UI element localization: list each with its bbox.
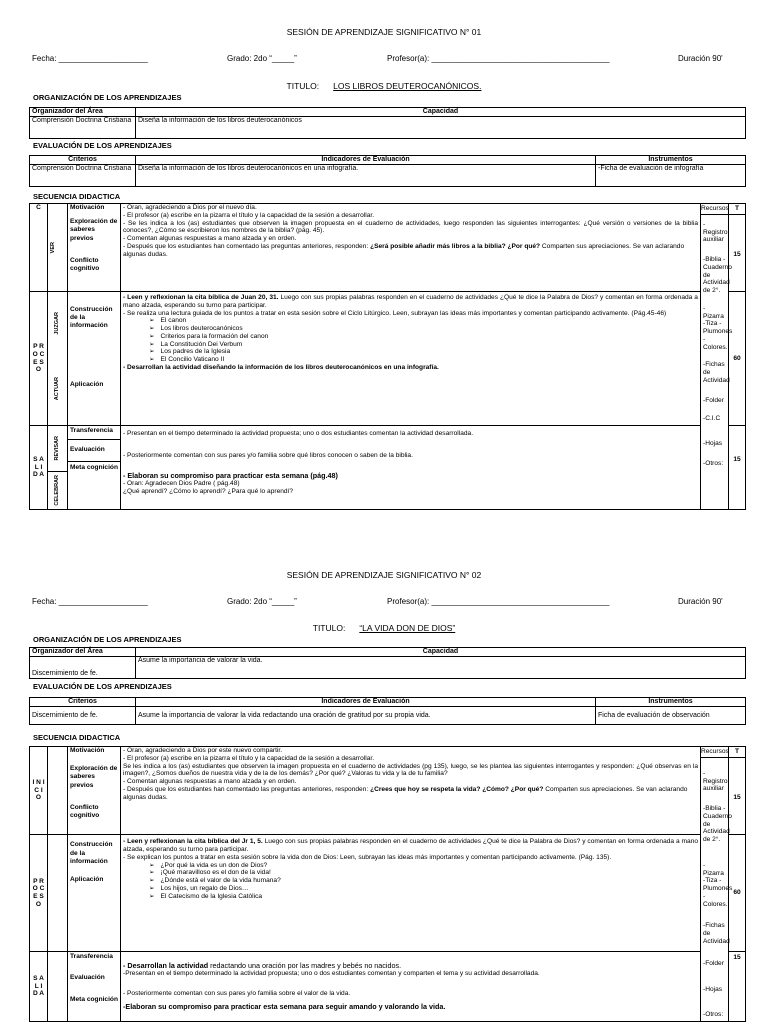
salida-content	[121, 426, 701, 510]
inicio-line: Se les indica a los (as) estudiantes que observen la imagen propuesta en el cuaderno de actividades (pg 135), luego, se les plantea las siguientes interrogantes y responden: ¿Qué observas en la imagen?, ¿Somos dueños de nuestra vida y de la de los demás? ¿Por qué? ¿Valoras tu vida y la de tu familia?	[123, 762, 698, 778]
org-cell-capacidad: Diseña la información de los libros deuterocanónicos	[136, 117, 746, 139]
org-cell-capacidad: Asume la importancia de valorar la vida.	[136, 657, 746, 679]
moment-evaluacion: Evaluación	[68, 440, 120, 462]
org-header-organizador: Organizador del Área	[30, 108, 136, 117]
inicio-last	[123, 243, 698, 259]
inicio-line: - Oran, agradeciendo a Dios por el nuevo día.	[123, 204, 257, 211]
titulo-text: “LA VIDA DON DE DIOS”	[359, 623, 456, 633]
inicio-letter: C	[30, 204, 48, 292]
proceso-moments	[68, 292, 121, 426]
salida-line: - Presentan en el tiempo determinado la actividad propuesta; uno o dos estudiantes comentan la actividad desarrollada.	[123, 430, 474, 437]
inicio-line: - El profesor (a) escribe en la pizarra el título y la capacidad de la sesión a desarrollar.	[123, 211, 375, 219]
session-title: SESIÓN DE APRENDIZAJE SIGNIFICATIVO N° 01	[286, 27, 482, 37]
moment-aplicacion: Aplicación	[70, 876, 104, 884]
moment-exploracion: Exploración de saberes previos	[70, 765, 118, 789]
moment-meta: Meta cognición	[70, 995, 118, 1003]
celebrar-label: CELEBRAR	[54, 474, 61, 506]
salida-line: - Posteriormente comentan con sus pares y/o familia sobre el valor de la vida.	[123, 990, 351, 998]
salida-line: - Oran: Agradecen Dios Padre ( pág.48)	[123, 480, 240, 488]
inicio-line: - El profesor (a) escribe en la pizarra el título y la capacidad de la sesión a desarrollar.	[123, 754, 375, 762]
list-item: ➢ Criterios para la formación del canon	[149, 333, 698, 341]
salida-phase-cell	[48, 951, 68, 1021]
recursos-header: Recursos	[701, 747, 728, 758]
eval-cell-criterios: Discernimiento de fe.	[30, 707, 136, 725]
list-item: ➢ La Constitución Dei Verbum	[149, 341, 698, 349]
eval-header-indicadores: Indicadores de Evaluación	[136, 698, 596, 707]
salida-content	[121, 951, 701, 1021]
proceso-topic-list	[149, 317, 698, 364]
time-inicio: 15	[733, 250, 741, 258]
time-inicio: 15	[733, 793, 741, 801]
titulo-row	[0, 81, 768, 91]
org-table	[29, 107, 746, 139]
salida-letters: S A L I D A	[30, 426, 48, 510]
salida-compromiso: -Elaboran su compromiso para practicar esta semana para seguir amando y valorando la vida.	[123, 1001, 446, 1011]
proceso-para-2: - Se explican los puntos a tratar en esta sesión sobre la vida don de Dios: Leen, subrayan las ideas más importantes y comentan participando activamente. (Pág. 135).	[123, 853, 612, 861]
org-cell-organizador: Comprensión Doctrina Cristiana	[30, 117, 136, 139]
titulo-label: TITULO:	[286, 81, 320, 91]
moment-construccion: Construcción de la información	[70, 306, 113, 330]
profesor-field: Profesor(a): ________________________________________	[387, 54, 610, 63]
salida-moments	[68, 426, 121, 510]
time-salida: 15	[729, 426, 746, 510]
inicio-content	[121, 204, 701, 292]
proceso-letters: P R O C E S O	[30, 292, 48, 426]
eval-header-instrumentos: Instrumentos	[596, 698, 746, 707]
eval-cell-indicadores: Diseña la información de los libros deuterocanónicos en una infografía.	[136, 165, 596, 187]
revisar-label: REVISAR	[54, 436, 61, 461]
list-item: ➢ El canon	[149, 317, 698, 325]
salida-actividad	[123, 962, 698, 970]
juzgar-label: JUZGAR	[54, 311, 61, 335]
inicio-last-question: ¿Será posible añadir más libros a la biblia? ¿Por qué?	[370, 242, 541, 250]
eval-cell-instrumentos: Ficha de evaluación de observación	[596, 707, 746, 725]
inicio-letters: I N I C I O	[30, 747, 48, 835]
org-cell-organizador: Discernimiento de fe.	[30, 657, 136, 679]
t-header: T	[729, 747, 745, 758]
moment-aplicacion: Aplicación	[70, 380, 104, 388]
list-item: ➢ ¡Qué maravilloso es el don de la vida!	[149, 869, 698, 877]
moment-meta: Meta cognición	[70, 464, 118, 471]
moment-exploracion: Exploración de saberes previos	[70, 218, 118, 242]
salida-actividad-bold: - Desarrollan la actividad	[123, 960, 209, 970]
salida-line: - Posteriormente comentan con sus pares y/o familia sobre qué libros conocen o saben de la biblia.	[123, 451, 413, 459]
titulo-label: TITULO:	[312, 623, 346, 633]
eval-label: EVALUACIÓN DE LOS APRENDIZAJES	[33, 682, 172, 691]
moment-transferencia: Transferencia	[68, 426, 120, 440]
org-label: ORGANIZACIÓN DE LOS APRENDIZAJES	[33, 635, 182, 644]
eval-header-criterios: Criterios	[30, 156, 136, 165]
recurso-pizarra: -Pizarra -Tiza -Plumones -Colores.	[703, 861, 733, 908]
inicio-last	[123, 786, 698, 802]
moment-conflicto: Conflicto cognitivo	[70, 256, 100, 273]
time-proceso: 60	[729, 292, 746, 426]
proceso-phase-cell	[48, 292, 68, 426]
inicio-last-c: Comparten sus apreciaciones. Se van aclarando algunas dudas.	[123, 785, 688, 801]
proceso-letters: P R O C E S O	[30, 835, 48, 951]
grado-field: Grado: 2do “_____”	[227, 54, 297, 63]
recurso-pizarra: -Pizarra -Tiza -Plumones -Colores.	[703, 304, 733, 351]
inicio-content	[121, 747, 701, 835]
proceso-phase-cell	[48, 835, 68, 951]
inicio-moments	[68, 747, 121, 835]
moment-motivacion: Motivación	[70, 204, 105, 211]
grado-field: Grado: 2do “_____”	[227, 597, 297, 606]
salida-moments	[68, 951, 121, 1021]
list-item: ➢ Los libros deuterocanónicos	[149, 325, 698, 333]
eval-header-instrumentos: Instrumentos	[596, 156, 746, 165]
inicio-line: - Oran, agradeciendo a Dios por este nuevo compartir.	[123, 747, 283, 754]
moment-evaluacion: Evaluación	[70, 973, 105, 981]
recurso-otros: -Otros:	[703, 1011, 724, 1019]
salida-actividad-rest: redactando una oración por las madres y bebés no nacidos.	[208, 960, 402, 970]
proceso-topic-list	[149, 862, 698, 901]
org-header-capacidad: Capacidad	[136, 648, 746, 657]
inicio-line: - Comentan algunas respuestas a mano alzada y en orden.	[123, 235, 297, 243]
salida-line: -Presentan en el tiempo determinado la actividad propuesta; uno o dos estudiantes comentan y comparten el tema y su actividad desarrollada.	[123, 970, 540, 978]
eval-header-criterios: Criterios	[30, 698, 136, 707]
seq-label: SECUENCIA DIDACTICA	[33, 733, 121, 742]
recurso-otros: -Otros:	[703, 460, 724, 468]
eval-label: EVALUACIÓN DE LOS APRENDIZAJES	[33, 141, 172, 150]
salida-line: ¿Qué aprendí? ¿Cómo lo aprendí? ¿Para qué lo aprendí?	[123, 487, 294, 495]
proceso-p1: Luego con sus propias palabras responden en el cuaderno de actividades ¿Qué te dice la Palabra de Dios? y comentan en forma ordenada a mano alzada, esperando su turno para participar.	[123, 294, 698, 309]
recurso-hojas: -Hojas	[703, 440, 723, 448]
recurso-registro: -Registro auxiliar	[703, 769, 728, 793]
t-header: T	[729, 204, 745, 215]
recurso-fichas: -Fichas de Actividad	[703, 361, 730, 385]
seq-table	[29, 203, 746, 510]
session-title: SESIÓN DE APRENDIZAJE SIGNIFICATIVO N° 02	[286, 570, 482, 580]
list-item: ➢ ¿Por qué la vida es un don de Dios?	[149, 862, 698, 870]
titulo-row	[0, 623, 768, 633]
eval-cell-criterios: Comprensión Doctrina Cristiana	[30, 165, 136, 187]
recurso-registro: -Registro auxiliar	[703, 220, 728, 244]
proceso-actividad: - Desarrollan la actividad diseñando la información de los libros deuterocanónicos en una infografía.	[123, 363, 439, 371]
fecha-field: Fecha: ____________________	[32, 597, 148, 606]
eval-table	[29, 155, 746, 187]
org-label: ORGANIZACIÓN DE LOS APRENDIZAJES	[33, 93, 182, 102]
titulo-text: LOS LIBROS DEUTEROCANÓNICOS.	[333, 81, 482, 91]
list-item: ➢ Los hijos, un regalo de Dios…	[149, 885, 698, 893]
recurso-fichas: -Fichas de Actividad	[703, 922, 730, 946]
recurso-folder: -Folder	[703, 959, 724, 967]
proceso-cita: - Leen y reflexionan la cita bíblica de Juan 20, 31.	[123, 294, 279, 301]
time-inicio-cell	[729, 747, 746, 835]
proceso-p1: Luego con sus propias palabras responden en el cuaderno de actividades ¿Qué te dice la Palabra de Dios? y comentan en forma ordenada a mano alzada, esperando su turno para participar.	[123, 838, 698, 854]
list-item: ➢ El Catecismo de la Iglesia Católica	[149, 893, 698, 901]
org-table	[29, 647, 746, 679]
eval-cell-instrumentos: -Ficha de evaluación de infografía	[596, 165, 746, 187]
duracion-field: Duración 90'	[678, 597, 723, 606]
list-item: ➢ Los padres de la Iglesia	[149, 348, 698, 356]
recursos-header: Recursos	[701, 204, 728, 215]
recurso-hojas: -Hojas	[703, 985, 723, 993]
org-header-capacidad: Capacidad	[136, 108, 746, 117]
duracion-field: Duración 90'	[678, 54, 723, 63]
recursos-cell	[701, 204, 733, 510]
salida-letters: S A L I D A	[30, 951, 48, 1021]
proceso-para-1	[123, 838, 698, 854]
moment-transferencia: Transferencia	[70, 952, 113, 960]
salida-compromiso: - Elaboran su compromiso para practicar esta semana (pág.48)	[123, 470, 338, 480]
inicio-last-question: ¿Crees que hoy se respeta la vida? ¿Cómo? ¿Por qué?	[370, 785, 544, 793]
time-inicio-cell	[729, 204, 746, 292]
list-item: ➢ El Concilio Vaticano II	[149, 356, 698, 364]
moment-motivacion: Motivación	[70, 747, 105, 754]
inicio-phase-cell	[48, 747, 68, 835]
proceso-content	[121, 292, 701, 426]
time-salida: 15	[729, 951, 746, 1021]
eval-cell-indicadores: Asume la importancia de valorar la vida redactando una oración de gratitud por su propia vida.	[136, 707, 596, 725]
inicio-line: - Comentan algunas respuestas a mano alzada y en orden.	[123, 778, 297, 786]
moment-construccion: Construcción de la información	[70, 841, 113, 865]
inicio-line: - Se les indica a los (as) estudiantes que observen la imagen propuesta en el cuaderno de actividades, luego responden las siguientes interrogantes: ¿Qué versión o versiones de la biblia conoces?, ¿Cómo se escribieron los nombres de la biblia? (pág. 45).	[123, 219, 698, 235]
inicio-last-a: - Después que los estudiantes han comentado las preguntas anteriores, responden:	[123, 242, 371, 250]
actuar-label: ACTUAR	[54, 377, 61, 401]
recurso-biblia: -Biblia -Cuaderno de Actividad de 2°.	[703, 805, 732, 844]
fecha-field: Fecha: ____________________	[32, 54, 148, 63]
recurso-biblia: -Biblia -Cuaderno de Actividad de 2°.	[703, 256, 732, 295]
proceso-cita: - Leen y reflexionan la cita bíblica del Jr 1, 5.	[123, 838, 263, 846]
eval-table	[29, 697, 746, 725]
inicio-last-a: - Después que los estudiantes han comentado las preguntas anteriores, responden:	[123, 785, 371, 793]
profesor-field: Profesor(a): ________________________________________	[387, 597, 610, 606]
seq-table	[29, 746, 746, 1022]
inicio-moments	[68, 204, 121, 292]
org-header-organizador: Organizador del Área	[30, 648, 136, 657]
eval-header-indicadores: Indicadores de Evaluación	[136, 156, 596, 165]
time-proceso: 60	[729, 835, 746, 951]
salida-phase-cell	[48, 426, 68, 510]
recurso-folder: -Folder	[703, 396, 724, 404]
moment-conflicto: Conflicto cognitivo	[70, 803, 100, 820]
proceso-para-2: - Se realiza una lectura guiada de los puntos a tratar en esta sesión sobre el Ciclo Litúrgico. Leen, subrayan las ideas más importantes y comentan participando activamente. (Pág.45-46)	[123, 309, 667, 317]
seq-label: SECUENCIA DIDACTICA	[33, 192, 121, 201]
inicio-last-c: Comparten sus apreciaciones. Se van aclarando algunas dudas.	[123, 242, 685, 258]
proceso-content	[121, 835, 701, 951]
ver-label: VER	[50, 241, 56, 254]
recurso-cic: -C.I.C	[703, 414, 721, 422]
recursos-cell	[701, 747, 733, 1022]
ver-cell	[48, 204, 68, 292]
proceso-moments	[68, 835, 121, 951]
list-item: ➢ ¿Dónde está el valor de la vida humana?	[149, 877, 698, 885]
proceso-para-1	[123, 294, 698, 310]
